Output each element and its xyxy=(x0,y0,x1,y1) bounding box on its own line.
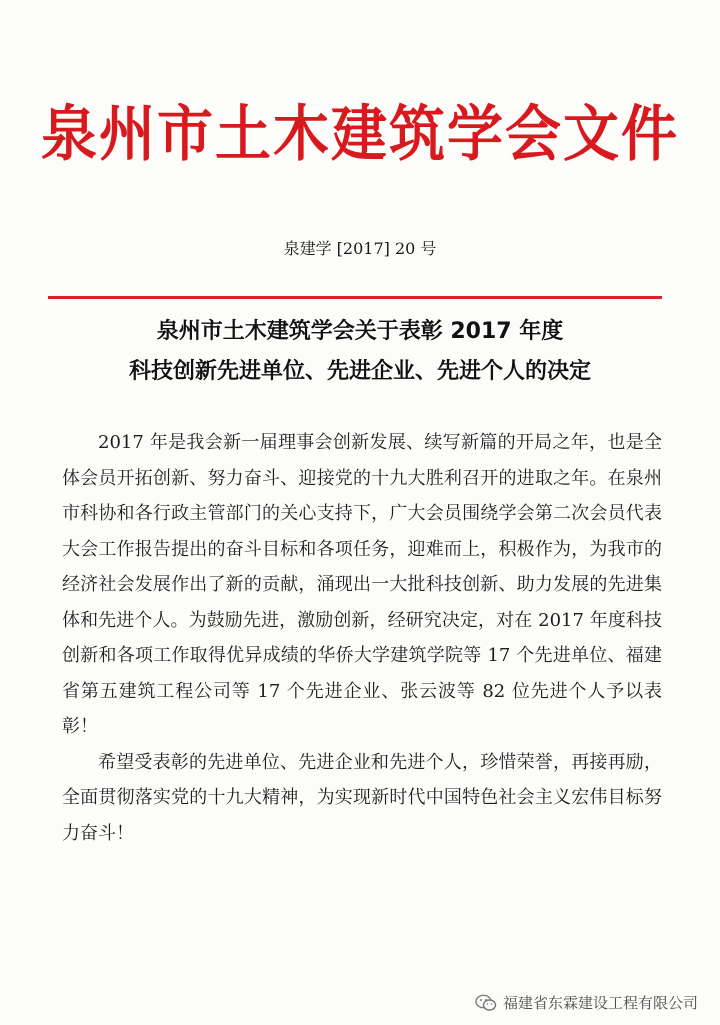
document-number: 泉建学 [2017] 20 号 xyxy=(283,239,437,258)
org-title-header: 泉州市土木建筑学会文件 xyxy=(41,98,679,170)
title-line-1: 泉州市土木建筑学会关于表彰 2017 年度 xyxy=(156,319,564,344)
title-line-2: 科技创新先进单位、先进企业、先进个人的决定 xyxy=(128,359,591,384)
red-divider-line xyxy=(48,296,662,299)
source-watermark xyxy=(475,993,698,1013)
document-body xyxy=(62,425,662,851)
body-paragraph-1: 2017 年是我会新一届理事会创新发展、续写新篇的开局之年，也是全体会员开拓创新、努力奋斗、迎接党的十九大胜利召开的进取之年。在泉州市科协和各行政主管部门的关心支持下，广大会员围绕学会第二次会员代表大会工作报告提出的奋斗目标和各项任务，迎难而上，积极作为，为我市的经济社会发展作出了新的贡献，涌现出一大批科技创新、助力发展的先进集体和先进个人。为鼓励先进，激励创新，经研究决定，对在 2017 年度科技创新和各项工作取得优异成绩的华侨大学建筑学院等 17 个先进单位、福建省第五建筑工程公司等 17 个先进企业、张云波等 82 位先进个人予以表彰！ xyxy=(62,432,662,737)
document-title xyxy=(0,312,720,392)
wechat-icon xyxy=(475,994,497,1012)
body-paragraph-2: 希望受表彰的先进单位、先进企业和先进个人，珍惜荣誉，再接再励，全面贯彻落实党的十九大精神，为实现新时代中国特色社会主义宏伟目标努力奋斗！ xyxy=(62,751,662,844)
wechat-account-name: 福建省东霖建设工程有限公司 xyxy=(502,994,698,1012)
